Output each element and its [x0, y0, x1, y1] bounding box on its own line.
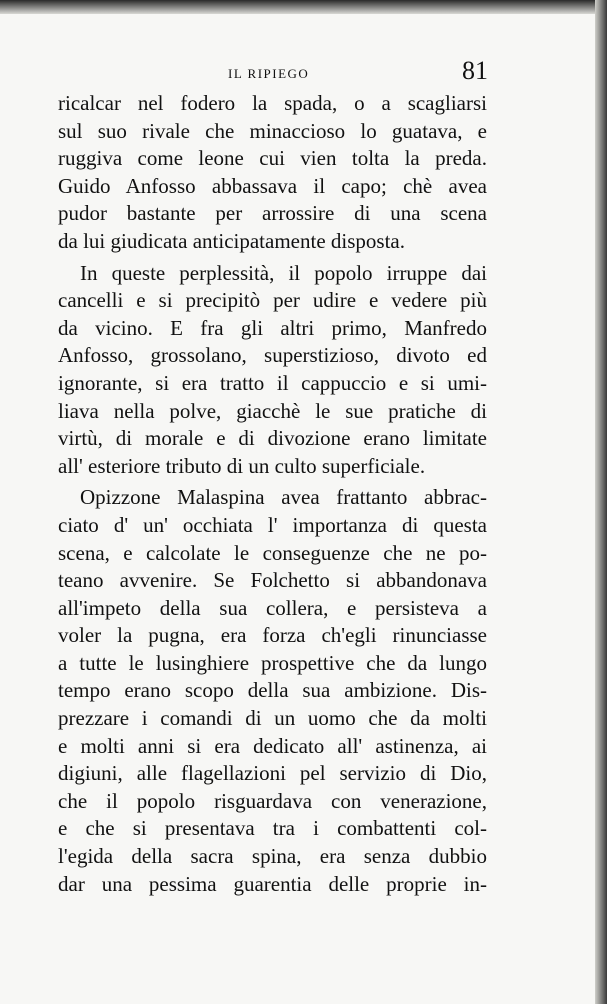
text-line: tempo erano scopo della sua ambizione. Dis-	[58, 678, 487, 703]
text-line: all' esteriore tributo di un culto superficiale.	[58, 453, 426, 478]
text-line: ricalcar nel fodero la spada, o a scagliarsi	[58, 91, 487, 115]
running-head	[58, 56, 488, 90]
text-line: pudor bastante per arrossire di una scena	[58, 201, 487, 226]
text-line: cancelli e si precipitò per udire e vedere più	[58, 288, 487, 313]
text-line: a tutte le lusinghiere prospettive che da lungo	[58, 650, 487, 675]
text-line: e molti anni si era dedicato all' astinenza, ai	[58, 733, 487, 758]
text-line: e che si presentava tra i combattenti col-	[58, 816, 487, 841]
text-line: prezzare i comandi di un uomo che da molti	[58, 706, 487, 731]
text-line: teano avvenire. Se Folchetto si abbandonava	[58, 568, 487, 593]
text-line: da lui giudicata anticipatamente disposta.	[58, 228, 405, 253]
body-text	[58, 90, 487, 898]
running-title: IL RIPIEGO	[228, 66, 310, 81]
text-line: In queste perplessità, il popolo irruppe dai	[80, 260, 487, 285]
text-line: Anfosso, grossolano, superstizioso, divoto ed	[58, 343, 487, 368]
text-line: sul suo rivale che minaccioso lo guatava, e	[58, 118, 487, 143]
paragraph-2	[58, 260, 487, 481]
text-line: voler la pugna, era forza ch'egli rinunciasse	[58, 623, 487, 648]
text-line: Opizzone Malaspina avea frattanto abbrac-	[80, 485, 487, 510]
text-line: ignorante, si era tratto il cappuccio e si umi-	[58, 370, 487, 395]
text-line: che il popolo risguardava con venerazione,	[58, 788, 487, 813]
text-line: da vicino. E fra gli altri primo, Manfredo	[58, 315, 487, 340]
text-line: dar una pessima guarentia delle proprie in-	[58, 871, 487, 896]
text-line: ciato d' un' occhiata l' importanza di questa	[58, 512, 487, 537]
page-number: 81	[462, 56, 488, 85]
text-line: liava nella polve, giacchè le sue pratiche di	[58, 398, 487, 423]
page-top-shadow	[0, 0, 607, 14]
text-line: scena, e calcolate le conseguenze che ne po-	[58, 540, 487, 565]
text-line: virtù, di morale e di divozione erano limitate	[58, 426, 487, 451]
text-line: l'egida della sacra spina, era senza dubbio	[58, 844, 487, 869]
paragraph-1	[58, 90, 487, 256]
text-line: all'impeto della sua collera, e persisteva a	[58, 595, 487, 620]
text-line: Guido Anfosso abbassava il capo; chè avea	[58, 173, 487, 198]
text-line: digiuni, alle flagellazioni pel servizio di Dio,	[58, 761, 487, 786]
paragraph-3	[58, 484, 487, 898]
text-line: ruggiva come leone cui vien tolta la preda.	[58, 146, 487, 171]
page-right-edge	[595, 0, 607, 1004]
